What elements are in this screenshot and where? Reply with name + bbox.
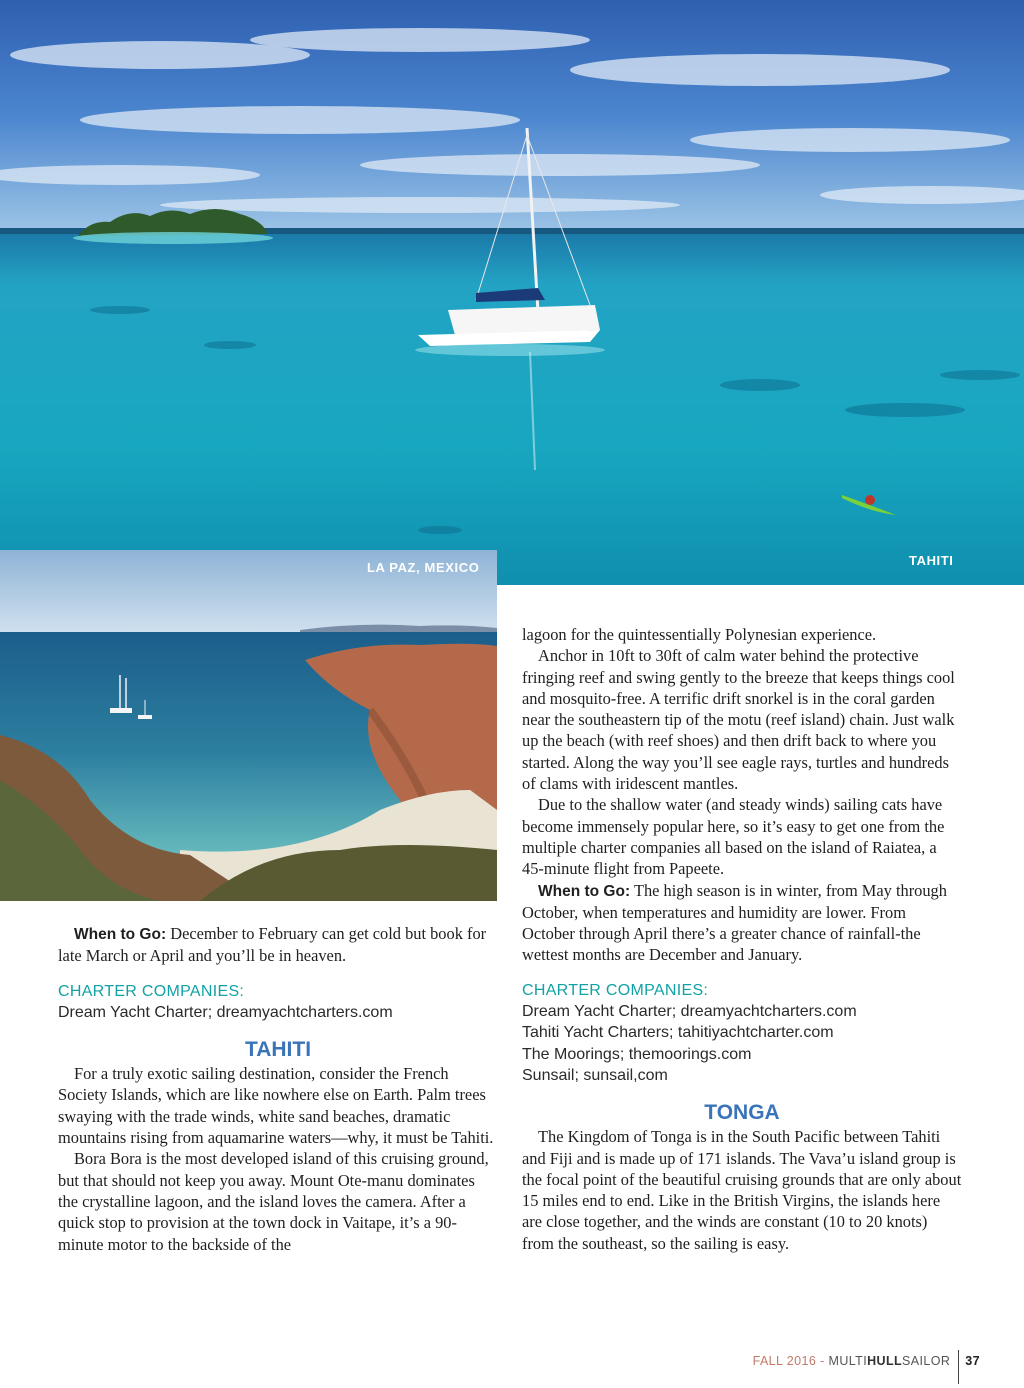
right-column xyxy=(522,624,962,1254)
charter-item: Tahiti Yacht Charters; tahitiyachtcharter.com xyxy=(522,1024,834,1042)
when-to-go-text: The high season is in winter, from May through October, when temperatures and humidity are lower. From October through April there’s a greater chance of rainfall-the wettest months are December and January. xyxy=(522,880,947,965)
left-column xyxy=(58,923,498,1255)
footer-divider xyxy=(958,1350,959,1384)
inset-photo-art xyxy=(0,550,497,901)
hero-photo-art xyxy=(0,0,1024,585)
body-paragraph: Due to the shallow water (and steady winds) sailing cats have become immensely popular here, so it’s easy to get one from the multiple charter companies all based on the island of Raiatea, a 45-minute flight from Papeete. xyxy=(522,795,945,879)
inset-photo xyxy=(0,550,497,901)
charter-heading: CHARTER COMPANIES: xyxy=(58,982,245,1000)
when-to-go-text: December to February can get cold but book for late March or April and you’ll be in heaven. xyxy=(58,924,487,966)
page-number: 37 xyxy=(965,1354,980,1368)
when-to-go-label: When to Go: xyxy=(74,926,167,943)
charter-heading: CHARTER COMPANIES: xyxy=(522,981,709,999)
when-to-go-label: When to Go: xyxy=(538,882,631,900)
body-paragraph: The Kingdom of Tonga is in the South Pacific between Tahiti and Fiji and is made up of 171 islands. The Vava’u island group is the focal point of the beautiful cruising grounds that are only about 15 miles end to end. Like in the British Virgins, the islands here are close together, and the winds are constant (10 to 20 knots) from the southeast, so the sailing is easy. xyxy=(522,1127,962,1253)
hero-photo xyxy=(0,0,1024,585)
charter-item: The Moorings; themoorings.com xyxy=(522,1045,752,1063)
when-to-go-paragraph xyxy=(522,880,962,966)
footer-brand-bold: HULL xyxy=(867,1354,903,1368)
hero-photo-caption: TAHITI xyxy=(909,553,954,568)
when-to-go-paragraph xyxy=(58,923,498,967)
footer-issue: FALL 2016 - xyxy=(752,1354,829,1368)
footer-brand-pre: MULTI xyxy=(828,1354,868,1368)
charter-item: Sunsail; sunsail,com xyxy=(522,1066,668,1084)
charter-item: Dream Yacht Charter; dreamyachtcharters.com xyxy=(58,1003,393,1021)
body-paragraph: For a truly exotic sailing destination, consider the French Society Islands, which are like nowhere else on Earth. Palm trees swaying with the trade winds, white sand beaches, dramatic mountains rising from aquamarine waters—why, it must be Tahiti. xyxy=(58,1064,494,1148)
tonga-heading: TONGA xyxy=(704,1101,780,1125)
footer-brand-post: SAILOR xyxy=(902,1354,951,1368)
body-paragraph: Anchor in 10ft to 30ft of calm water behind the protective fringing reef and swing gently to the breeze that keeps things cool and mosquito-free. A terrific drift snorkel is in the coral garden near the southeastern tip of the motu (reef island) chain. Just walk up the beach (with reef shoes) and then drift back to where you started. Along the way you’ll see eagle rays, turtles and hundreds of clams with iridescent mantles. xyxy=(522,646,955,794)
body-paragraph: Bora Bora is the most developed island of this cruising ground, but that should not keep you away. Mount Ote-manu dominates the crystalline lagoon, and the island loves the camera. After a quick stop to provision at the town dock in Vaitape, it’s a 90-minute motor to the backside of the xyxy=(58,1149,489,1254)
page-footer xyxy=(753,1354,980,1388)
inset-photo-caption: LA PAZ, MEXICO xyxy=(367,560,480,575)
tahiti-heading: TAHITI xyxy=(244,1038,312,1062)
charter-item: Dream Yacht Charter; dreamyachtcharters.com xyxy=(522,1003,857,1021)
body-paragraph: lagoon for the quintessentially Polynesian experience. xyxy=(522,625,877,644)
